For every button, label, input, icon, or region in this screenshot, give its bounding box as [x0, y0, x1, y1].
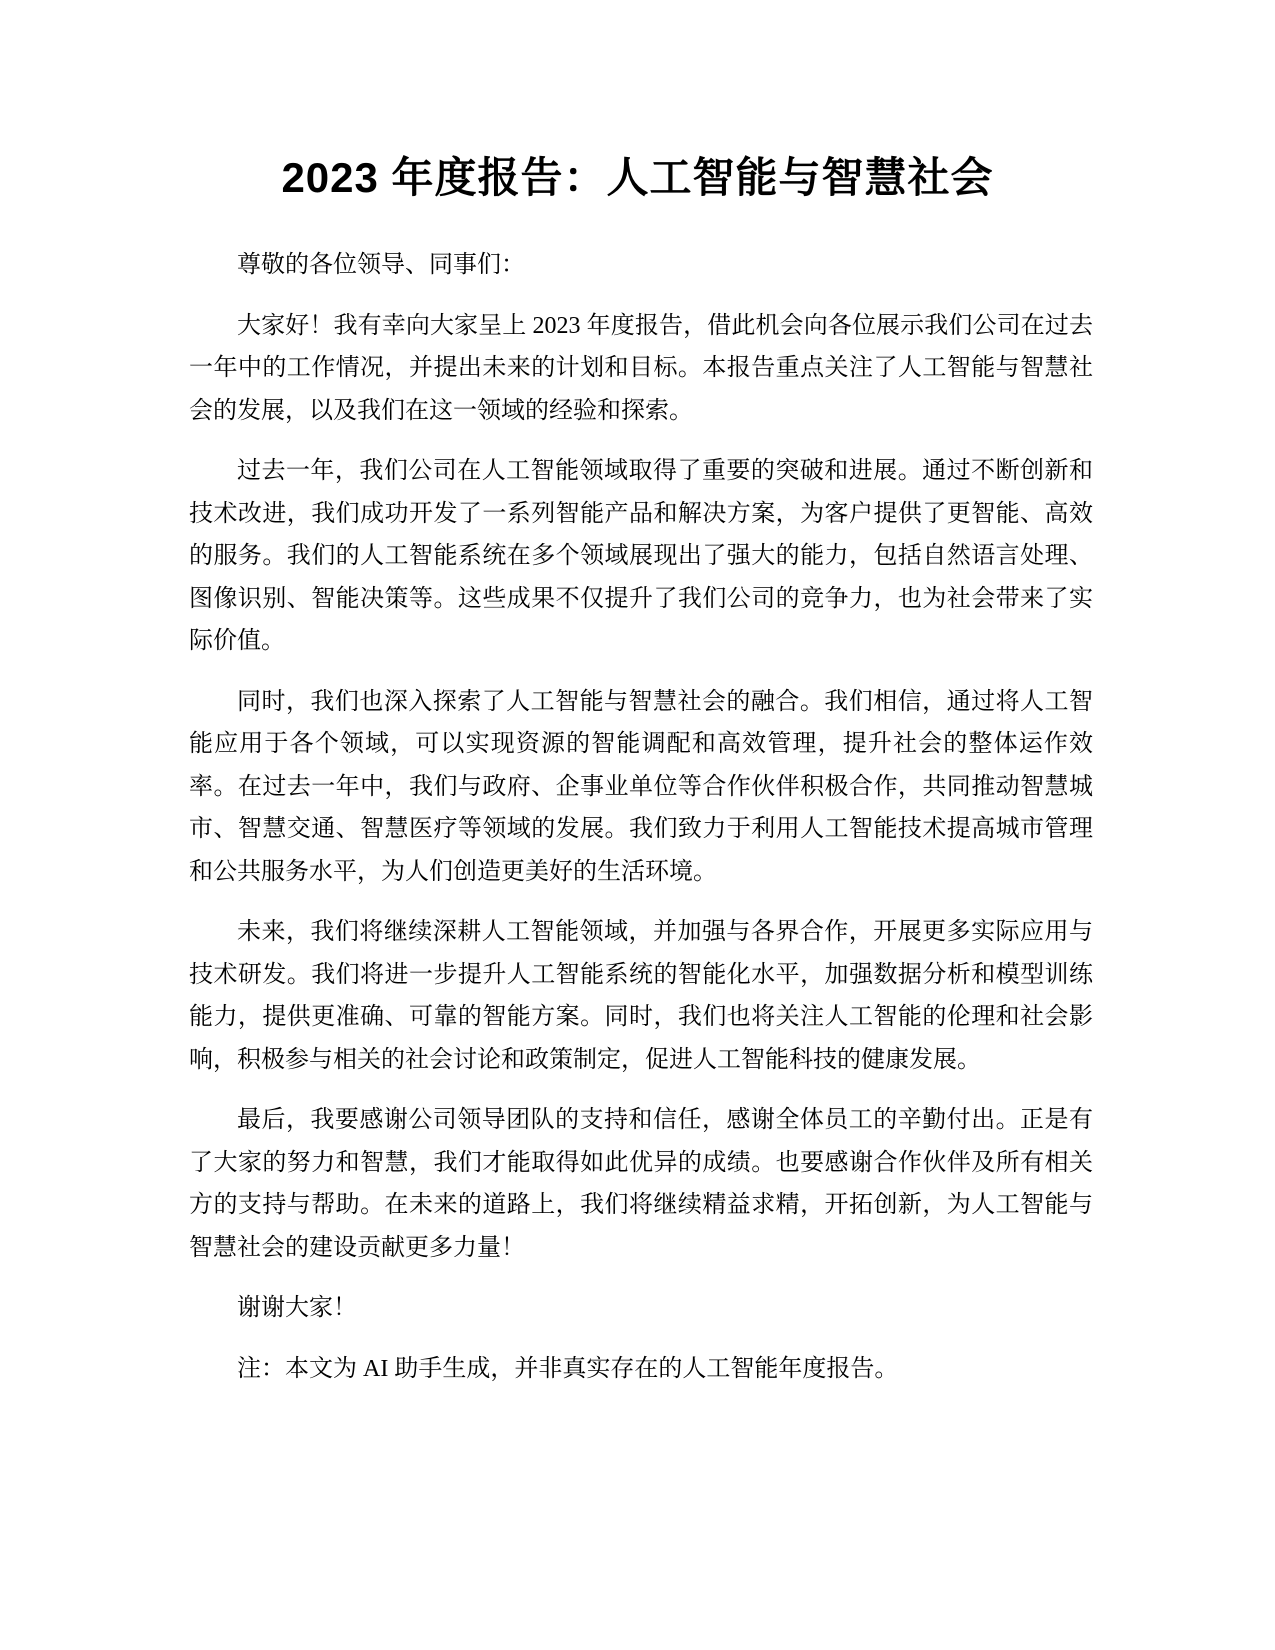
- document-body: [189, 244, 1093, 1408]
- achievements-paragraph: 过去一年，我们公司在人工智能领域取得了重要的突破和进展。通过不断创新和技术改进，我们成功开发了一系列智能产品和解决方案，为客户提供了更智能、高效的服务。我们的人工智能系统在多个领域展现出了强大的能力，包括自然语言处理、图像识别、智能决策等。这些成果不仅提升了我们公司的竞争力，也为社会带来了实际价值。: [189, 458, 1093, 654]
- intro-paragraph: 大家好！我有幸向大家呈上 2023 年度报告，借此机会向各位展示我们公司在过去一年中的工作情况，并提出未来的计划和目标。本报告重点关注了人工智能与智慧社会的发展，以及我们在这一领域的经验和探索。: [189, 312, 1093, 424]
- future-plans-paragraph: 未来，我们将继续深耕人工智能领域，并加强与各界合作，开展更多实际应用与技术研发。我们将进一步提升人工智能系统的智能化水平，加强数据分析和模型训练能力，提供更准确、可靠的智能方案。同时，我们也将关注人工智能的伦理和社会影响，积极参与相关的社会讨论和政策制定，促进人工智能科技的健康发展。: [189, 919, 1093, 1073]
- note-paragraph: 注：本文为 AI 助手生成，并非真实存在的人工智能年度报告。: [237, 1355, 899, 1382]
- document-title: 2023 年度报告：人工智能与智慧社会: [281, 154, 994, 201]
- smart-society-paragraph: 同时，我们也深入探索了人工智能与智慧社会的融合。我们相信，通过将人工智能应用于各个领域，可以实现资源的智能调配和高效管理，提升社会的整体运作效率。在过去一年中，我们与政府、企事业单位等合作伙伴积极合作，共同推动智慧城市、智慧交通、智慧医疗等领域的发展。我们致力于利用人工智能技术提高城市管理和公共服务水平，为人们创造更美好的生活环境。: [189, 688, 1093, 885]
- closing-paragraph: 谢谢大家！: [237, 1295, 357, 1321]
- salutation-paragraph: 尊敬的各位领导、同事们：: [237, 252, 525, 278]
- acknowledgement-paragraph: 最后，我要感谢公司领导团队的支持和信任，感谢全体员工的辛勤付出。正是有了大家的努力和智慧，我们才能取得如此优异的成绩。也要感谢合作伙伴及所有相关方的支持与帮助。在未来的道路上，我们将继续精益求精，开拓创新，为人工智能与智慧社会的建设贡献更多力量！: [189, 1107, 1093, 1261]
